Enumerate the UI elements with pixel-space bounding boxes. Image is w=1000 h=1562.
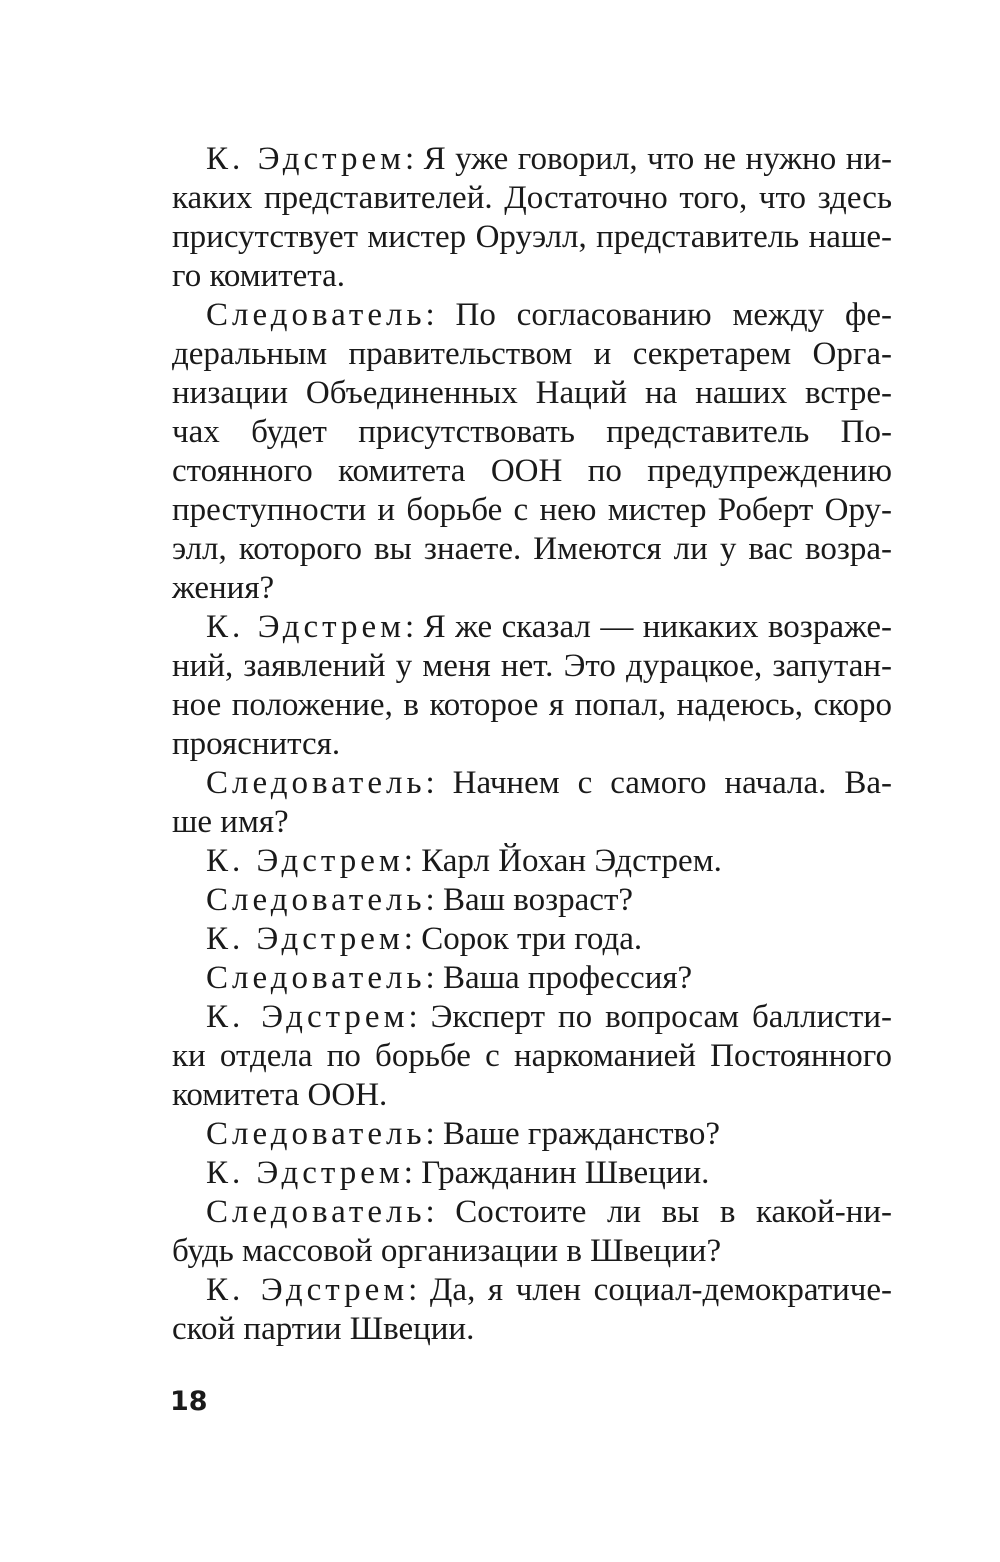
dialogue-line <box>172 140 892 179</box>
line-text: Начнем с самого начала. Ва- <box>452 765 892 801</box>
line-text: чах будет присутствовать представитель По- <box>172 414 892 450</box>
text-line <box>172 257 892 296</box>
text-line <box>172 179 892 218</box>
speaker-separator: : <box>425 1116 443 1152</box>
dialogue-line <box>172 1271 892 1310</box>
text-line <box>172 1310 892 1349</box>
line-text: жения? <box>172 570 275 606</box>
line-text: ки отдела по борьбе с наркоманией Постоянного <box>172 1038 892 1074</box>
line-text: ний, заявлений у меня нет. Это дурацкое, запутан- <box>172 648 892 684</box>
line-text: Ваш возраст? <box>442 882 634 918</box>
line-text: го комитета. <box>172 258 346 294</box>
line-text: Я же сказал — никаких возраже- <box>423 609 892 645</box>
line-text: прояснится. <box>172 726 341 762</box>
dialogue-line <box>172 1193 892 1232</box>
text-line <box>172 218 892 257</box>
speaker-separator: : <box>408 999 431 1035</box>
line-text: присутствует мистер Оруэлл, представитель наше- <box>172 219 892 255</box>
speaker-separator: : <box>403 921 422 957</box>
line-text: Ваше гражданство? <box>442 1116 721 1152</box>
dialogue-line <box>172 842 892 881</box>
speaker-name: Следователь <box>206 297 426 333</box>
line-text: низации Объединенных Наций на наших встре- <box>172 375 892 411</box>
speaker-name: К. Эдстрем <box>206 1155 404 1191</box>
speaker-name: Следователь <box>206 1116 426 1152</box>
text-line <box>172 1232 892 1271</box>
line-text: элл, которого вы знаете. Имеются ли у вас возра- <box>172 531 892 567</box>
speaker-separator: : <box>405 141 424 177</box>
line-text: Сорок три года. <box>421 921 643 957</box>
speaker-separator: : <box>425 765 453 801</box>
line-text: будь массовой организации в Швеции? <box>172 1233 722 1269</box>
line-text: Карл Йохан Эдстрем. <box>421 843 722 879</box>
line-text: Ваша профессия? <box>442 960 693 996</box>
text-line <box>172 803 892 842</box>
dialogue-line <box>172 296 892 335</box>
speaker-separator: : <box>425 1194 456 1230</box>
line-text: Эксперт по вопросам баллисти- <box>430 999 892 1035</box>
speaker-separator: : <box>403 843 422 879</box>
dialogue-line <box>172 959 892 998</box>
speaker-separator: : <box>408 1272 430 1308</box>
speaker-name: Следователь <box>206 882 426 918</box>
text-line <box>172 491 892 530</box>
line-text: По согласованию между фе- <box>455 297 892 333</box>
text-line <box>172 725 892 764</box>
line-text: ное положение, в которое я попал, надеюсь, скоро <box>172 687 892 723</box>
speaker-name: Следователь <box>206 1194 426 1230</box>
text-line <box>172 530 892 569</box>
line-text: Да, я член социал-демократиче- <box>429 1272 893 1308</box>
text-line <box>172 569 892 608</box>
text-line <box>172 1076 892 1115</box>
dialogue-line <box>172 764 892 803</box>
line-text: каких представителей. Достаточно того, что здесь <box>172 180 892 216</box>
speaker-separator: : <box>404 609 424 645</box>
text-line <box>172 686 892 725</box>
line-text: Гражданин Швеции. <box>421 1155 710 1191</box>
speaker-name: К. Эдстрем <box>206 921 404 957</box>
speaker-separator: : <box>425 882 443 918</box>
speaker-separator: : <box>425 960 443 996</box>
speaker-name: К. Эдстрем <box>206 141 406 177</box>
text-line <box>172 452 892 491</box>
line-text: Состоите ли вы в какой-ни- <box>455 1194 892 1230</box>
speaker-name: К. Эдстрем <box>206 1272 409 1308</box>
speaker-name: К. Эдстрем <box>206 843 404 879</box>
speaker-name: К. Эдстрем <box>206 999 409 1035</box>
line-text: преступности и борьбе с нею мистер Роберт Ору- <box>172 492 892 528</box>
page-body-text <box>172 140 892 1349</box>
dialogue-line <box>172 920 892 959</box>
dialogue-line <box>172 1154 892 1193</box>
text-line <box>172 374 892 413</box>
text-line <box>172 335 892 374</box>
text-line <box>172 1037 892 1076</box>
line-text: Я уже говорил, что не нужно ни- <box>423 141 893 177</box>
text-line <box>172 413 892 452</box>
text-line <box>172 647 892 686</box>
line-text: ской партии Швеции. <box>172 1311 475 1347</box>
dialogue-line <box>172 608 892 647</box>
speaker-separator: : <box>403 1155 422 1191</box>
line-text: стоянного комитета ООН по предупреждению <box>172 453 892 489</box>
dialogue-line <box>172 998 892 1037</box>
dialogue-line <box>172 881 892 920</box>
page-number: 18 <box>170 1386 208 1417</box>
line-text: ше имя? <box>172 804 289 840</box>
line-text: комитета ООН. <box>172 1077 388 1113</box>
speaker-name: К. Эдстрем <box>206 609 405 645</box>
dialogue-line <box>172 1115 892 1154</box>
speaker-name: Следователь <box>206 765 426 801</box>
line-text: деральным правительством и секретарем Орга- <box>172 336 892 372</box>
speaker-separator: : <box>425 297 456 333</box>
speaker-name: Следователь <box>206 960 426 996</box>
